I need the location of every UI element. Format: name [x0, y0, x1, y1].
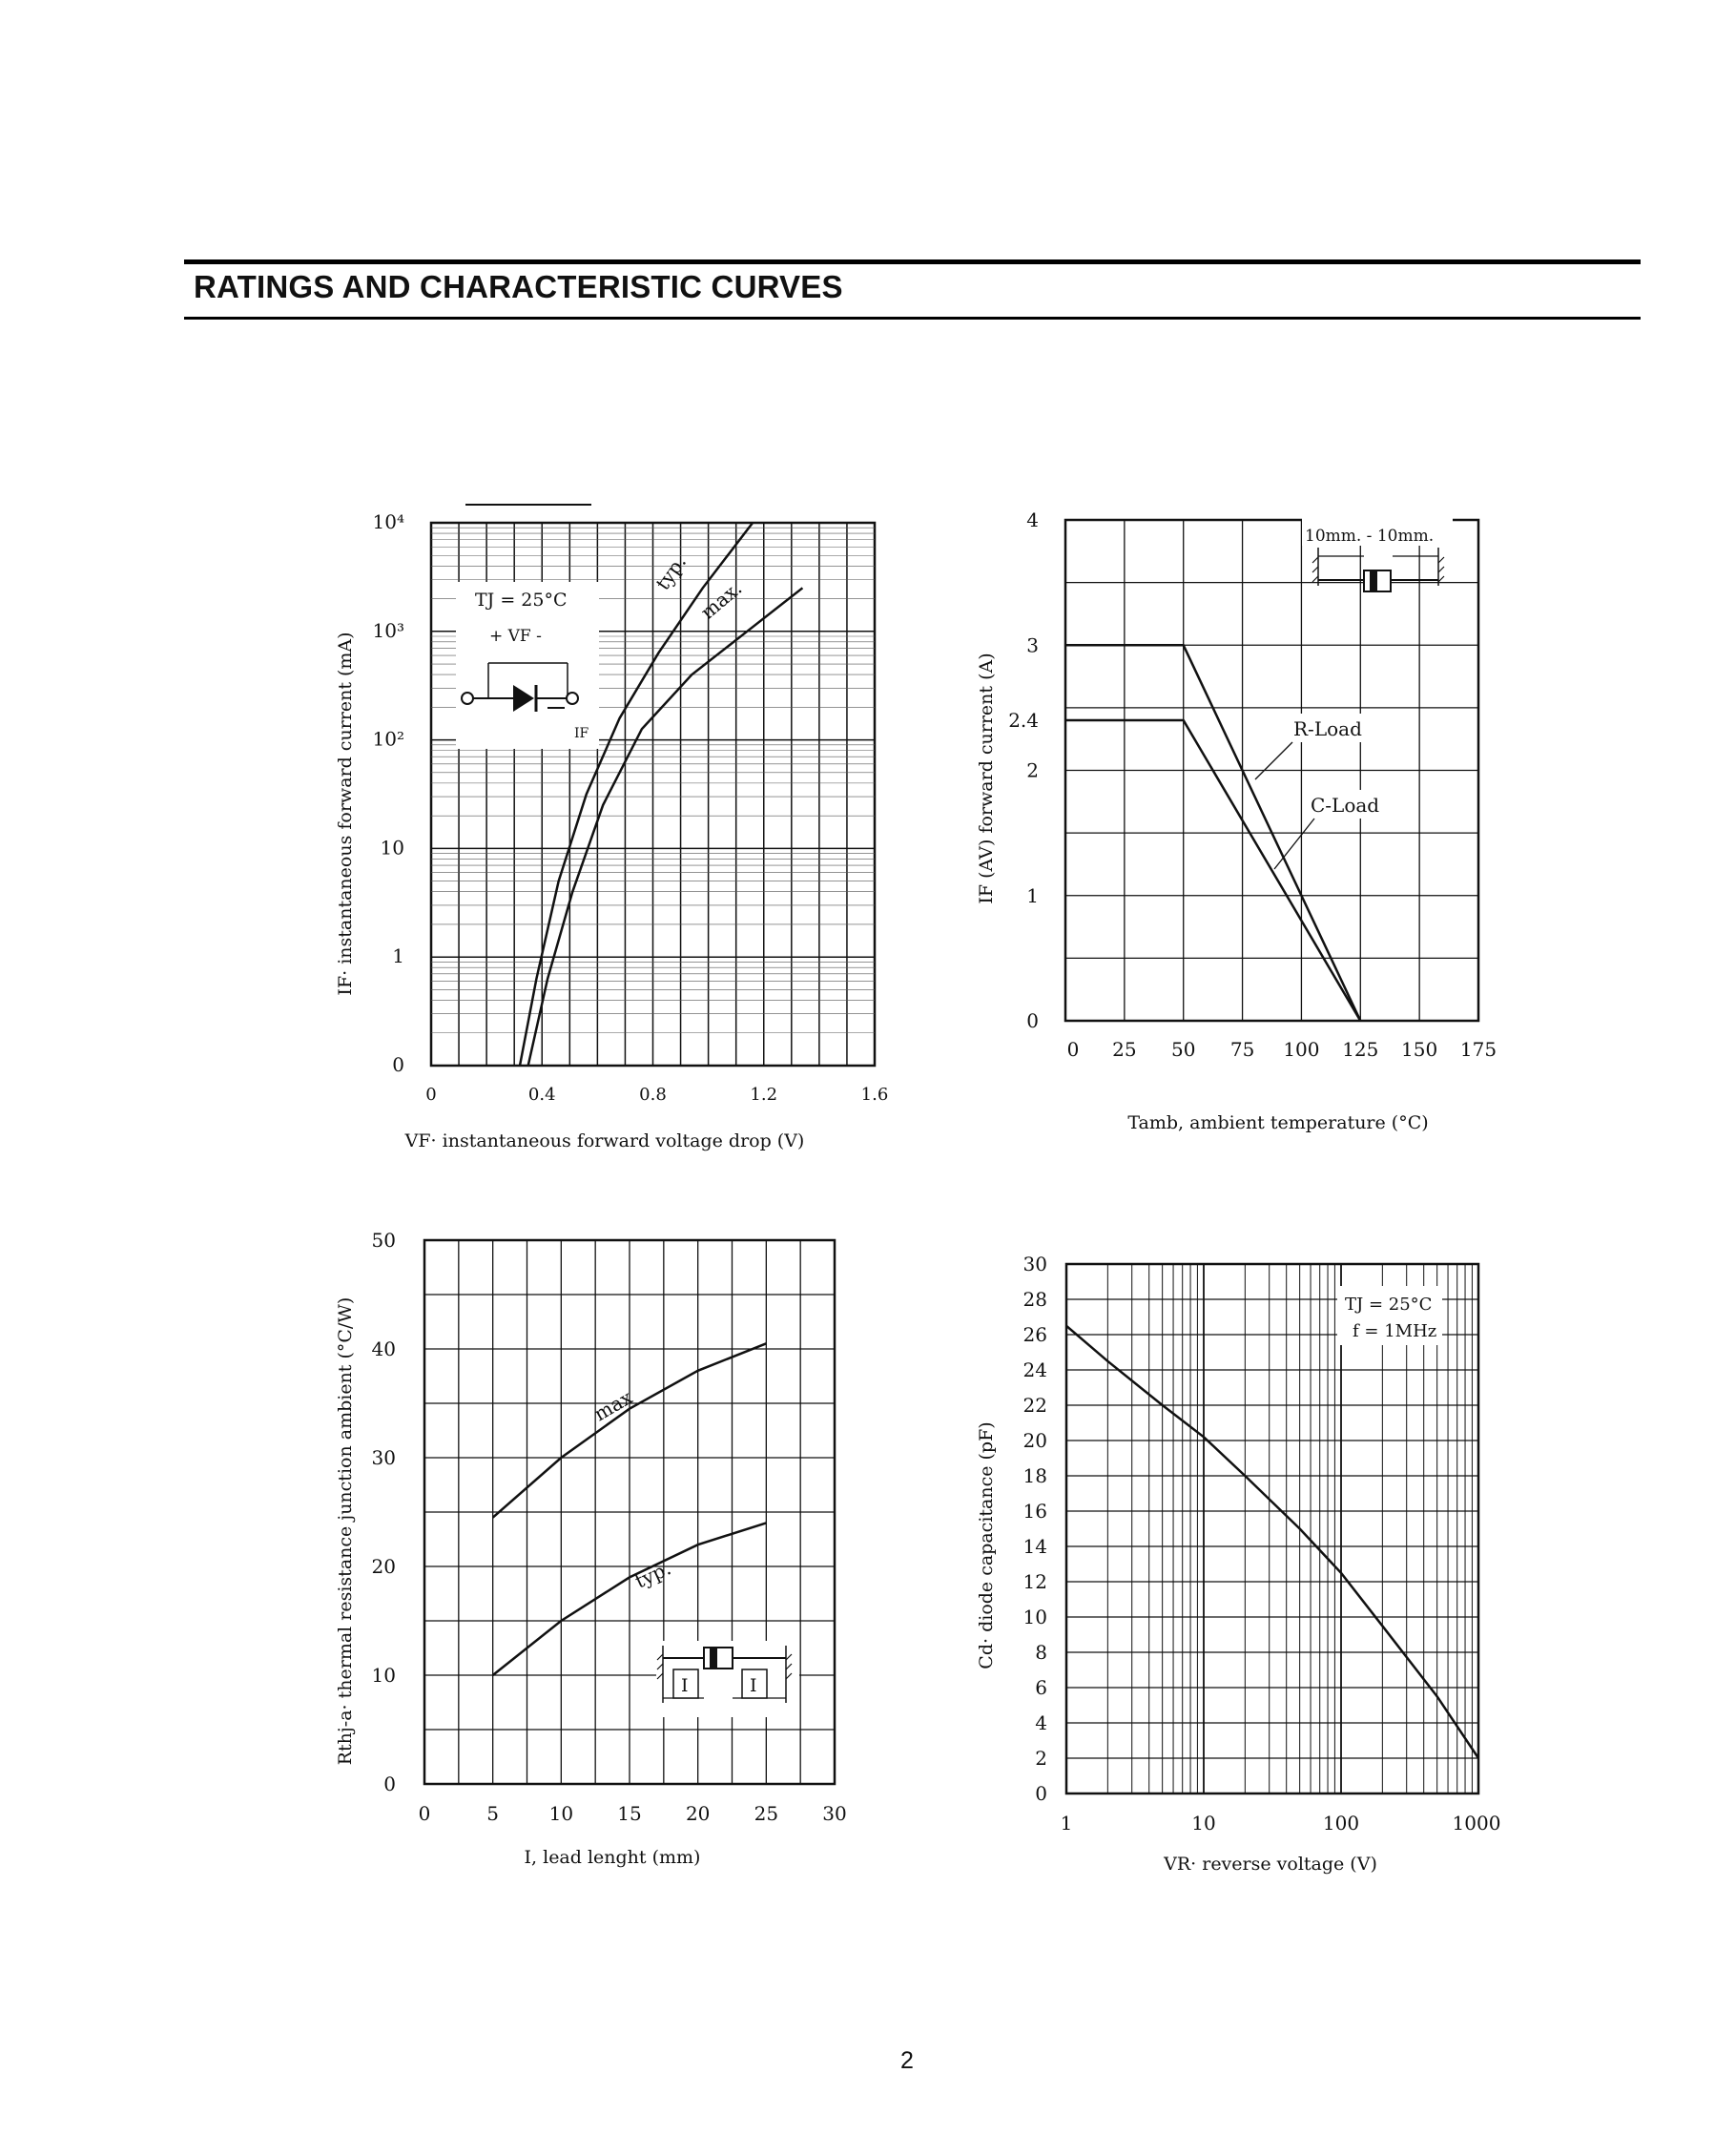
c-load-label: C-Load	[1311, 794, 1380, 817]
x-tick-label: 10	[1191, 1812, 1216, 1835]
page-number: 2	[900, 2047, 914, 2074]
capacitance-line	[1066, 1326, 1478, 1758]
inset-lead-label: 10mm. - 10mm.	[1305, 527, 1435, 546]
x-tick-label: 100	[1322, 1812, 1360, 1835]
x-tick-label: 1.6	[860, 1085, 889, 1105]
x-axis-title: VF· instantaneous forward voltage drop (V)	[404, 1130, 805, 1151]
y-tick-label: 30	[371, 1446, 396, 1469]
y-axis-title: Cd· diode capacitance (pF)	[976, 1421, 997, 1669]
y-axis-title: IF (AV) forward current (A)	[976, 653, 997, 904]
heading-bottom-rule	[184, 317, 1641, 320]
y-tick-label: 20	[1022, 1429, 1047, 1452]
y-tick-label: 4	[1026, 508, 1039, 531]
frequency-annotation: f = 1MHz	[1353, 1321, 1437, 1341]
y-tick-label: 3	[1026, 633, 1039, 657]
series-c-load-line	[1065, 720, 1360, 1021]
y-tick-label: 14	[1022, 1535, 1047, 1558]
y-tick-label: 10²	[372, 727, 404, 751]
y-tick-label: 26	[1022, 1323, 1047, 1346]
y-tick-label: 6	[1035, 1676, 1047, 1699]
x-tick-label: 0	[418, 1802, 431, 1825]
x-tick-label: 1.2	[750, 1085, 778, 1105]
temperature-annotation: TJ = 25°C	[475, 590, 568, 611]
x-tick-label: 1000	[1452, 1812, 1501, 1835]
forward-current-chart	[315, 496, 887, 1154]
y-axis-title: IF· instantaneous forward current (mA)	[335, 632, 356, 996]
x-axis-title: Tamb, ambient temperature (°C)	[1127, 1112, 1429, 1133]
y-tick-label: 1	[1026, 883, 1039, 907]
x-tick-label: 25	[1112, 1038, 1137, 1061]
y-tick-label: 10⁴	[372, 510, 404, 533]
inset-lead-label-left: I	[681, 1675, 689, 1696]
series-max-label: max	[589, 1385, 637, 1426]
x-tick-label: 150	[1401, 1038, 1438, 1061]
forward-current-derating-chart	[963, 496, 1574, 1145]
x-tick-label: 25	[754, 1802, 779, 1825]
heading-top-rule	[184, 259, 1641, 264]
x-tick-label: 5	[486, 1802, 500, 1825]
y-tick-label: 0	[1026, 1009, 1039, 1032]
inset-voltage-label: + VF -	[489, 627, 542, 646]
inset-current-label: IF	[574, 726, 589, 741]
y-tick-label: 24	[1022, 1358, 1047, 1381]
y-tick-label: 1	[392, 944, 404, 968]
r-load-label: R-Load	[1293, 717, 1362, 740]
page-heading: RATINGS AND CHARACTERISTIC CURVES	[194, 269, 843, 304]
y-tick-label: 50	[371, 1229, 396, 1252]
y-tick-label: 2.4	[1008, 709, 1039, 732]
thermal-resistance-chart	[315, 1221, 887, 1879]
inset-lead-diagram	[1302, 517, 1453, 591]
y-tick-label: 0	[383, 1772, 396, 1795]
x-tick-label: 1	[1060, 1812, 1073, 1835]
x-tick-label: 10	[548, 1802, 574, 1825]
x-tick-label: 175	[1459, 1038, 1497, 1061]
x-tick-label: 15	[617, 1802, 642, 1825]
y-tick-label: 12	[1022, 1570, 1047, 1593]
x-tick-label: 100	[1283, 1038, 1320, 1061]
y-tick-label: 8	[1035, 1641, 1047, 1664]
y-tick-label: 10	[380, 836, 404, 860]
y-tick-label: 10	[1022, 1606, 1047, 1628]
x-tick-label: 75	[1229, 1038, 1255, 1061]
diode-capacitance-chart	[963, 1221, 1574, 1889]
y-tick-label: 10	[371, 1664, 396, 1687]
series-typ-label: typ.	[630, 1556, 675, 1593]
series-typ-label: typ.	[651, 550, 692, 594]
x-tick-label: 0.4	[527, 1085, 556, 1105]
x-tick-label: 30	[822, 1802, 847, 1825]
x-tick-label: 0	[425, 1085, 437, 1105]
x-axis-title: I, lead lenght (mm)	[524, 1847, 701, 1868]
x-tick-label: 50	[1170, 1038, 1196, 1061]
x-tick-label: 0	[1066, 1038, 1080, 1061]
x-tick-label: 0.8	[639, 1085, 667, 1105]
inset-lead-length-diagram	[656, 1641, 799, 1717]
y-tick-label: 22	[1022, 1394, 1047, 1417]
y-tick-label: 16	[1022, 1500, 1047, 1523]
x-axis-title: VR· reverse voltage (V)	[1164, 1854, 1377, 1875]
series-max-label: max.	[695, 576, 747, 624]
y-tick-label: 0	[392, 1053, 404, 1076]
y-tick-label: 20	[371, 1555, 396, 1578]
temperature-annotation: TJ = 25°C	[1345, 1295, 1433, 1315]
y-tick-label: 28	[1022, 1288, 1047, 1311]
y-tick-label: 10³	[372, 618, 404, 642]
y-tick-label: 40	[371, 1337, 396, 1360]
y-tick-label: 18	[1022, 1464, 1047, 1487]
y-tick-label: 30	[1022, 1253, 1047, 1275]
y-tick-label: 4	[1035, 1711, 1047, 1734]
y-axis-title: Rthj-a· thermal resistance junction ambient (°C/W)	[335, 1296, 356, 1766]
x-tick-label: 20	[685, 1802, 711, 1825]
x-tick-label: 125	[1342, 1038, 1379, 1061]
y-tick-label: 2	[1026, 758, 1039, 782]
inset-lead-label-right: I	[750, 1675, 757, 1696]
y-tick-label: 2	[1035, 1747, 1047, 1770]
y-tick-label: 0	[1035, 1782, 1047, 1805]
